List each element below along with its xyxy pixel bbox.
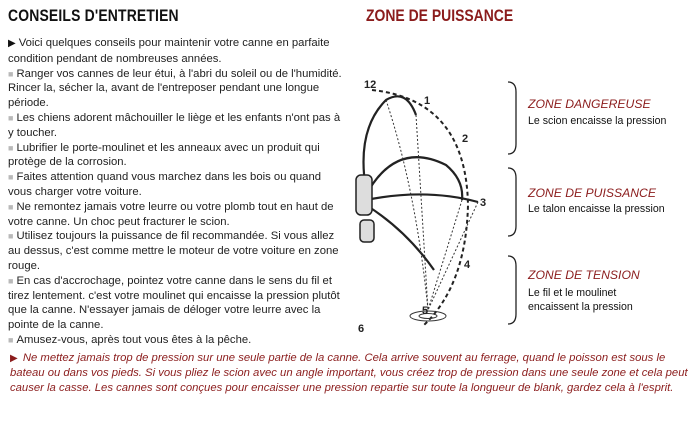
tip-item: [8, 229, 342, 273]
tip-item: [8, 200, 342, 230]
tip-item: [8, 36, 342, 67]
tip-text: Utilisez toujours la puissance de fil recommandée. Si vous allez au dessus, c'est comme mettre le moteur de votre voiture en zone rouge.: [8, 230, 339, 272]
zone-bracket-tension: [506, 254, 520, 326]
zone-power: [528, 186, 665, 217]
zone-description: Le fil et le moulinet encaissent la pression: [528, 287, 633, 313]
hand-reel: [360, 220, 374, 242]
tip-item: [8, 333, 342, 348]
square-bullet-icon: ■: [8, 231, 14, 242]
care-tips-list: [8, 36, 342, 348]
square-bullet-icon: ■: [8, 172, 14, 183]
tip-text: Ranger vos cannes de leur étui, à l'abri du soleil ou de l'humidité. Rincer la, sécher la, avant de l'entreposer pendant une longue période.: [8, 67, 342, 110]
warning-text: Ne mettez jamais trop de pression sur une seule partie de la canne. Cela arrive souvent au ferrage, quand le poisson est sous le bateau ou dans vos pieds. Si vous pliez le scion avec un angle important, vous créez trop de pression dans une seule zone et cela peut causer la casse. Les cannes sont conçues pour encaisser une pression repartie sur toute la longueur de blank, gardez cela à l'esprit.: [10, 352, 688, 395]
clock-label: 3: [480, 197, 487, 209]
square-bullet-icon: ■: [8, 201, 14, 212]
rod-curve-4: [366, 205, 434, 270]
clock-label: 2: [462, 133, 469, 145]
tip-text: Voici quelques conseils pour maintenir votre canne en parfaite condition pendant de nombreuses années.: [8, 37, 330, 65]
zone-dangerous: [528, 97, 666, 129]
tip-text: Ne remontez jamais votre leurre ou votre plomb tout en haut de votre canne. Un choc peut fracturer le scion.: [8, 200, 334, 228]
square-bullet-icon: ■: [8, 275, 14, 286]
clock-label: 4: [464, 259, 471, 271]
tip-item: [8, 67, 342, 111]
clock-label: 12: [364, 79, 377, 91]
tip-item: [8, 111, 342, 141]
rod-arc-dashed: [372, 90, 468, 325]
tip-text: Lubrifier le porte-moulinet et les anneaux avec un produit qui protège de la corrosion.: [8, 141, 320, 169]
fishing-line: [386, 100, 478, 310]
zone-description: Le talon encaisse la pression: [528, 203, 665, 215]
tip-item: [8, 274, 342, 333]
square-bullet-icon: ■: [8, 68, 14, 79]
clock-label: 1: [424, 95, 431, 107]
power-zone-title: ZONE DE PUISSANCE: [366, 6, 514, 25]
square-bullet-icon: ■: [8, 112, 14, 123]
zone-bracket-power: [506, 166, 520, 238]
care-tips-title: CONSEILS D'ENTRETIEN: [8, 6, 179, 25]
clock-label: 6: [358, 323, 365, 335]
zone-description: Le scion encaisse la pression: [528, 115, 667, 127]
zone-title: ZONE DE PUISSANCE: [528, 186, 656, 200]
zone-bracket-dangerous: [506, 80, 520, 156]
tip-text: En cas d'accrochage, pointez votre canne dans le sens du fil et tirez lentement. c'est votre moulinet qui encaisse la pression plutôt que la canne. N'essayer jamais de déloger votre leurre avec la pointe de la canne.: [8, 274, 340, 332]
tip-item: [8, 141, 342, 171]
rod-bend-diagram: [346, 70, 516, 340]
hand-reel: [356, 175, 372, 215]
tip-text: Faites attention quand vous marchez dans les bois ou quand vous charger votre voiture.: [8, 171, 322, 198]
rod-curve-1: [364, 96, 417, 190]
arrow-bullet-icon: ▶: [8, 38, 16, 49]
square-bullet-icon: ■: [8, 334, 14, 345]
square-bullet-icon: ■: [8, 142, 14, 153]
arrow-bullet-icon: ▶: [10, 353, 18, 364]
tip-text: Les chiens adorent mâchouiller le liège et les enfants n'ont pas à y toucher.: [8, 111, 341, 139]
tip-item: [8, 170, 342, 200]
tip-text: Amusez-vous, après tout vous êtes à la pêche.: [16, 333, 252, 346]
zone-tension: [528, 268, 668, 314]
zone-title: ZONE DE TENSION: [528, 268, 640, 282]
clock-label: 5: [422, 305, 429, 317]
pressure-warning: [10, 351, 692, 397]
zone-title: ZONE DANGEREUSE: [528, 97, 651, 111]
